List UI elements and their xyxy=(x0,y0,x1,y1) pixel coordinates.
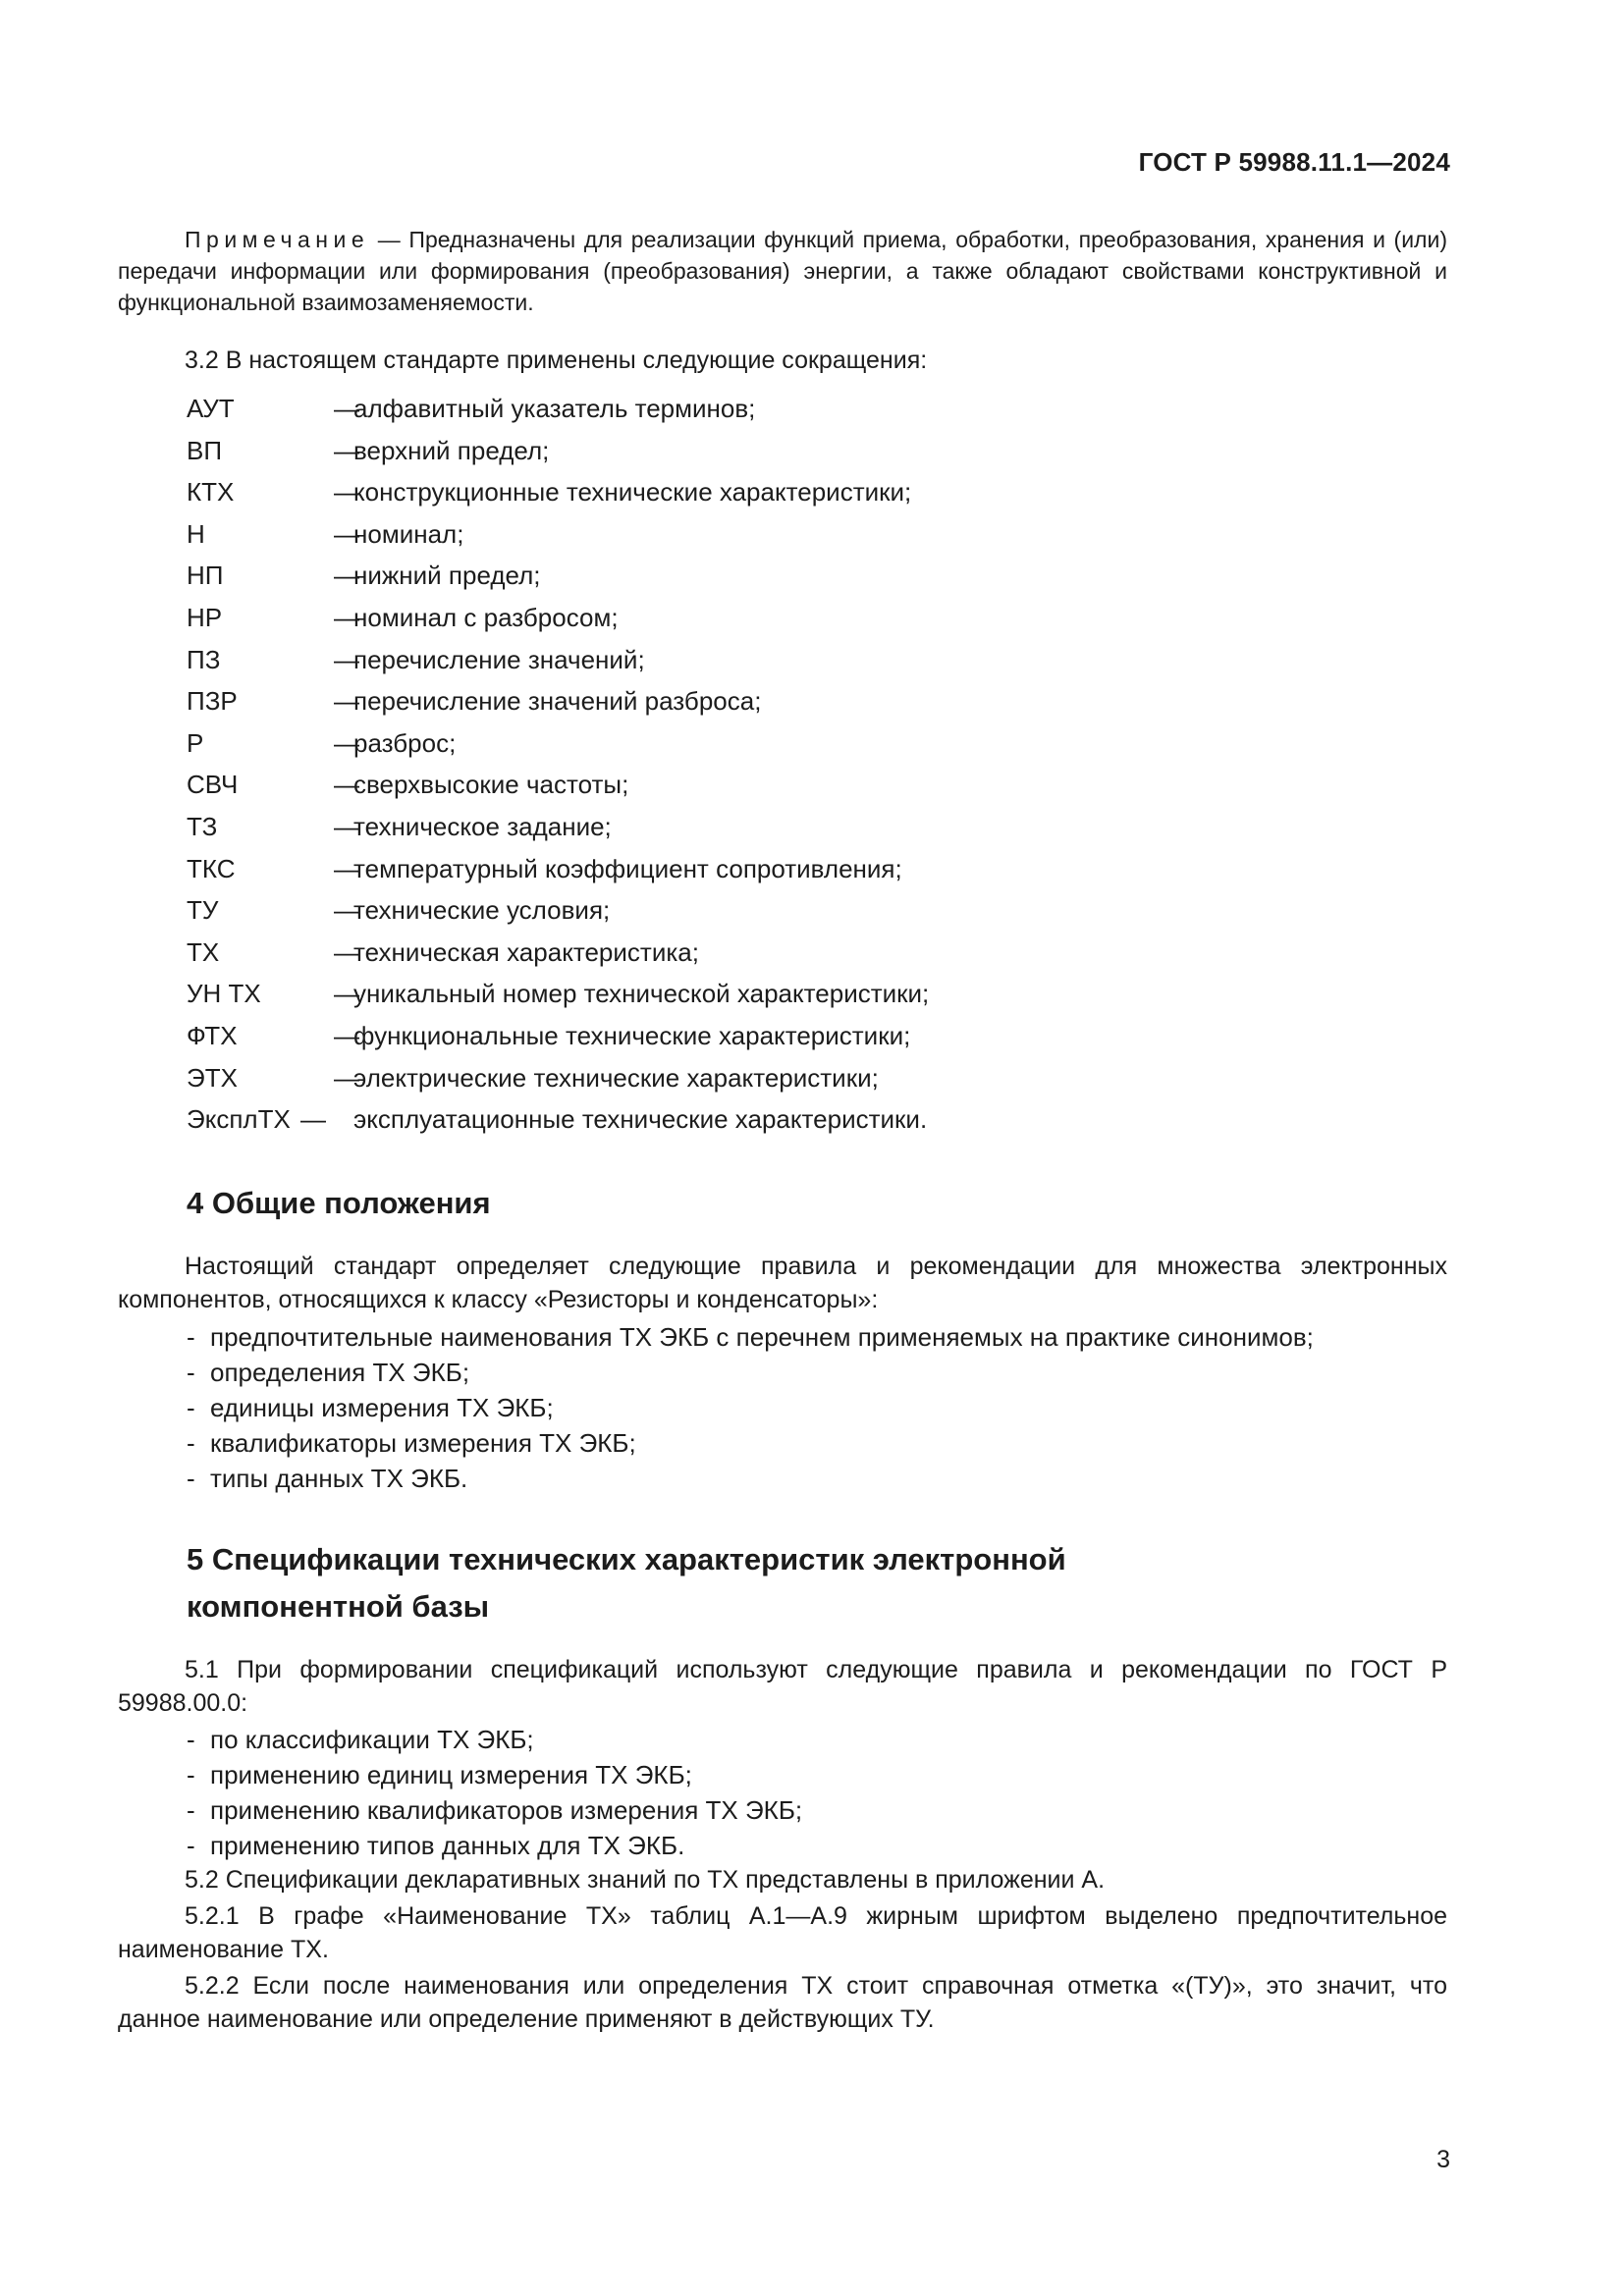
abbreviation-text: перечисление значений разброса; xyxy=(353,686,762,717)
abbreviation-dash: — xyxy=(334,644,359,674)
abbreviation-text: электрические технические характеристики; xyxy=(353,1062,879,1093)
abbreviation-code: ТУ xyxy=(187,895,219,926)
abbreviation-dash: — xyxy=(334,1062,359,1093)
list-bullet: - xyxy=(187,1428,195,1458)
clause-3-2: 3.2 В настоящем стандарте применены следующие сокращения: xyxy=(185,347,928,374)
abbreviation-code: ЭксплТХ xyxy=(187,1104,291,1135)
clause-5-2-1: 5.2.1 В графе «Наименование ТХ» таблиц А.1—А.9 жирным шрифтом выделено предпочтительное наименование ТХ. xyxy=(118,1902,1447,1963)
abbreviation-dash: — xyxy=(334,936,359,967)
abbreviation-code: ТКС xyxy=(187,853,236,883)
list-bullet: - xyxy=(187,1760,195,1789)
abbreviation-dash: — xyxy=(334,518,359,549)
clause-5-2: 5.2 Спецификации декларативных знаний по ТХ представлены в приложении А. xyxy=(185,1866,1106,1894)
list-item-text: предпочтительные наименования ТХ ЭКБ с перечнем применяемых на практике синонимов; xyxy=(210,1322,1314,1352)
abbreviation-code: ПЗ xyxy=(187,644,221,674)
abbreviation-dash: — xyxy=(334,602,359,632)
abbreviation-text: уникальный номер технической характеристики; xyxy=(353,979,930,1009)
abbreviation-text: перечисление значений; xyxy=(353,644,645,674)
abbreviation-code: ФТХ xyxy=(187,1020,238,1050)
abbreviation-dash: — xyxy=(334,979,359,1009)
abbreviation-text: конструкционные технические характеристики; xyxy=(353,477,912,507)
list-bullet: - xyxy=(187,1725,195,1754)
abbreviation-text: номинал; xyxy=(353,518,464,549)
abbreviation-code: Н xyxy=(187,518,205,549)
abbreviation-text: верхний предел; xyxy=(353,435,550,465)
abbreviation-code: ЭТХ xyxy=(187,1062,238,1093)
section-4-title: 4 Общие положения xyxy=(187,1186,491,1220)
section-4-list xyxy=(187,1319,1314,1496)
abbreviation-code: АУТ xyxy=(187,394,235,423)
section-4-intro: Настоящий стандарт определяет следующие правила и рекомендации для множества электронных компонентов, относящихся к классу «Резисторы и конденсаторы»: xyxy=(118,1253,1447,1313)
abbreviation-text: алфавитный указатель терминов; xyxy=(353,394,756,423)
note-text: — Предназначены для реализации функций приема, обработки, преобразования, хранения и (или) передачи информации или формирования (преобразования) энергии, а также обладают свойствами конструктивной и функциональной взаимозаменяемости. xyxy=(118,227,1447,315)
abbreviation-dash: — xyxy=(334,435,359,465)
list-item xyxy=(187,1792,802,1828)
abbreviation-dash: — xyxy=(334,686,359,717)
list-bullet: - xyxy=(187,1831,195,1860)
abbreviation-text: нижний предел; xyxy=(353,561,541,591)
abbreviation-code: ВП xyxy=(187,435,223,465)
abbreviation-dash: — xyxy=(334,895,359,926)
abbreviation-dash: — xyxy=(334,1020,359,1050)
list-bullet: - xyxy=(187,1393,195,1422)
abbreviation-text: сверхвысокие частоты; xyxy=(353,770,629,800)
list-bullet: - xyxy=(187,1464,195,1493)
section-5-title-line1: 5 Спецификации технических характеристик электронной xyxy=(187,1542,1066,1576)
abbreviation-text: эксплуатационные технические характеристики. xyxy=(353,1104,928,1135)
list-bullet: - xyxy=(187,1322,195,1352)
list-item xyxy=(187,1319,1314,1355)
list-item-text: по классификации ТХ ЭКБ; xyxy=(210,1725,534,1754)
list-item-text: типы данных ТХ ЭКБ. xyxy=(210,1464,468,1493)
list-item xyxy=(187,1390,1314,1425)
abbreviation-text: техническое задание; xyxy=(353,811,612,841)
list-item xyxy=(187,1722,802,1757)
list-item xyxy=(187,1355,1314,1390)
abbreviation-code: УН ТХ xyxy=(187,979,261,1009)
abbreviation-code: НР xyxy=(187,602,223,632)
abbreviation-text: техническая характеристика; xyxy=(353,936,699,967)
abbreviation-text: функциональные технические характеристики; xyxy=(353,1020,911,1050)
abbreviation-dash: — xyxy=(334,394,359,423)
note-label: Примечание xyxy=(185,227,370,252)
abbreviation-text: температурный коэффициент сопротивления; xyxy=(353,853,902,883)
list-bullet: - xyxy=(187,1358,195,1387)
clause-5-2-2: 5.2.2 Если после наименования или определения ТХ стоит справочная отметка «(ТУ)», это значит, что данное наименование или определение применяют в действующих ТУ. xyxy=(118,1972,1447,2033)
abbreviation-dash: — xyxy=(334,853,359,883)
abbreviation-dash: — xyxy=(300,1104,326,1135)
list-item xyxy=(187,1461,1314,1496)
abbreviation-dash: — xyxy=(334,770,359,800)
abbreviation-code: СВЧ xyxy=(187,770,239,800)
list-item-text: определения ТХ ЭКБ; xyxy=(210,1358,470,1387)
list-item xyxy=(187,1828,802,1863)
abbreviation-dash: — xyxy=(334,811,359,841)
note-paragraph xyxy=(118,224,1447,318)
abbreviation-dash: — xyxy=(334,561,359,591)
list-item-text: единицы измерения ТХ ЭКБ; xyxy=(210,1393,554,1422)
abbreviation-code: НП xyxy=(187,561,224,591)
abbreviation-text: разброс; xyxy=(353,727,457,758)
abbreviation-text: номинал с разбросом; xyxy=(353,602,619,632)
list-item-text: применению квалификаторов измерения ТХ ЭКБ; xyxy=(210,1795,803,1825)
page-number: 3 xyxy=(1436,2146,1450,2173)
abbreviation-dash: — xyxy=(334,727,359,758)
section-5-title-line2: компонентной базы xyxy=(187,1589,490,1624)
section-5-title xyxy=(187,1536,1066,1630)
abbreviation-code: Р xyxy=(187,727,204,758)
abbreviation-dash: — xyxy=(334,477,359,507)
list-bullet: - xyxy=(187,1795,195,1825)
list-item-text: применению типов данных для ТХ ЭКБ. xyxy=(210,1831,685,1860)
standard-id: ГОСТ Р 59988.11.1—2024 xyxy=(1138,147,1450,177)
list-item-text: квалификаторы измерения ТХ ЭКБ; xyxy=(210,1428,636,1458)
clause-5-1: 5.1 При формировании спецификаций используют следующие правила и рекомендации по ГОСТ Р 59988.00.0: xyxy=(118,1656,1447,1717)
abbreviation-code: ПЗР xyxy=(187,686,238,717)
abbreviation-code: ТЗ xyxy=(187,811,218,841)
list-item xyxy=(187,1757,802,1792)
abbreviation-code: КТХ xyxy=(187,477,235,507)
list-item-text: применению единиц измерения ТХ ЭКБ; xyxy=(210,1760,692,1789)
section-5-list xyxy=(187,1722,802,1863)
abbreviation-code: ТХ xyxy=(187,936,220,967)
abbreviation-text: технические условия; xyxy=(353,895,611,926)
list-item xyxy=(187,1425,1314,1461)
